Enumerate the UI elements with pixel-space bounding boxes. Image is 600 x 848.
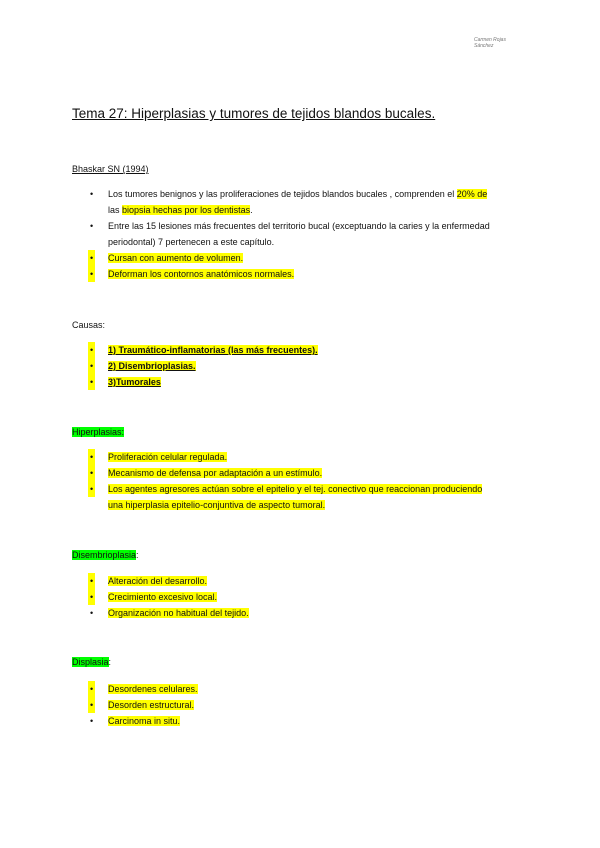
highlighted-text: Los agentes agresores actúan sobre el epitelio y el tej. conectivo que reaccionan produciendo	[108, 484, 483, 494]
list-item	[72, 697, 198, 713]
highlighted-text: Desordenes celulares.	[108, 684, 198, 694]
list-item	[72, 589, 249, 605]
heading-colon: :	[108, 657, 112, 667]
disembrioplasia-heading	[72, 550, 139, 560]
list-item	[72, 605, 249, 621]
list-item-line: • Entre las 15 lesiones más frecuentes del territorio bucal (exceptuando la caries y la enfermedad	[108, 221, 490, 231]
list-item	[72, 342, 318, 358]
list-item	[72, 713, 198, 729]
author-signature	[474, 37, 506, 49]
list-item-line	[108, 497, 482, 513]
highlighted-text: Mecanismo de defensa por adaptación a un estímulo.	[108, 468, 323, 478]
highlighted-text: Desorden estructural.	[108, 700, 195, 710]
list-item	[72, 186, 490, 218]
list-item	[72, 449, 482, 465]
green-highlighted-text: Hiperplasias:	[72, 427, 125, 437]
highlighted-text: Organización no habitual del tejido.	[108, 608, 249, 618]
heading-colon: :	[136, 550, 139, 560]
list-item	[72, 681, 198, 697]
disembrioplasia-list	[72, 573, 249, 621]
page-title: Tema 27: Hiperplasias y tumores de tejidos blandos bucales.	[72, 106, 436, 121]
list-item-text: .	[250, 205, 253, 215]
causas-heading: Causas:	[72, 320, 106, 330]
highlighted-text: Alteración del desarrollo.	[108, 576, 208, 586]
displasia-heading	[72, 657, 111, 667]
bhaskar-heading	[72, 164, 149, 174]
highlighted-text: Deforman los contornos anatómicos normales.	[108, 269, 295, 279]
list-item-line	[108, 186, 490, 202]
green-highlighted-text: Disembrioplasia	[72, 550, 137, 560]
highlighted-text: 2) Disembrioplasias.	[108, 361, 196, 371]
list-item	[72, 266, 490, 282]
list-item	[72, 573, 249, 589]
author-name-line2: Sánchez	[474, 43, 494, 49]
list-item-line	[108, 481, 482, 497]
highlighted-text: 3)Tumorales	[108, 377, 161, 387]
bhaskar-list	[72, 186, 490, 282]
list-item-text: Los tumores benignos y las proliferaciones de tejidos blandos bucales , comprenden el	[108, 189, 457, 199]
green-highlighted-text: Displasia	[72, 657, 109, 667]
list-item-line: periodontal) 7 pertenecen a este capítulo.	[108, 237, 275, 247]
list-item	[72, 250, 490, 266]
list-item-text: las	[108, 205, 123, 215]
highlighted-text: 20% de	[456, 189, 488, 199]
highlighted-text: una hiperplasia epitelio-conjuntiva de aspecto tumoral.	[108, 500, 326, 510]
list-item	[72, 465, 482, 481]
list-item	[72, 481, 482, 513]
highlighted-text: 1) Traumático-inflamatorias (las más frecuentes).	[108, 345, 318, 355]
highlighted-text: Proliferación celular regulada.	[108, 452, 228, 462]
bhaskar-heading-text: Bhaskar SN (1994)	[72, 164, 149, 174]
list-item-line	[108, 202, 490, 218]
list-item	[72, 358, 318, 374]
hiperplasias-heading	[72, 427, 124, 437]
highlighted-text: Carcinoma in situ.	[108, 716, 181, 726]
highlighted-text: biopsia hechas por los dentistas	[122, 205, 251, 215]
author-name-line1: Carmen Rojas	[474, 37, 506, 43]
highlighted-text: Crecimiento excesivo local.	[108, 592, 218, 602]
causas-list	[72, 342, 318, 390]
hiperplasias-list	[72, 449, 482, 513]
list-item	[72, 374, 318, 390]
list-item	[72, 218, 490, 250]
highlighted-text: Cursan con aumento de volumen.	[108, 253, 244, 263]
displasia-list	[72, 681, 198, 729]
